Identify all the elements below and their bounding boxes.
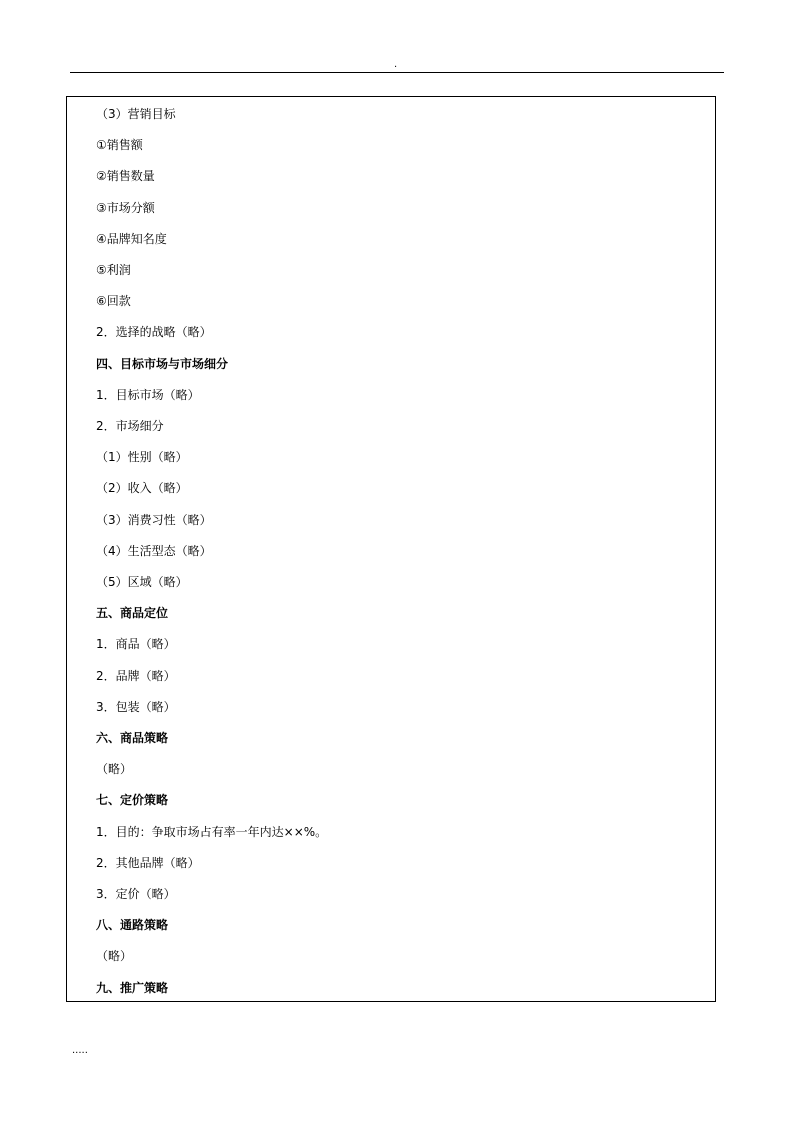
list-item: ②销售数量: [96, 169, 155, 184]
list-item: （略）: [96, 762, 133, 777]
list-item: 2．选择的战略（略）: [96, 325, 212, 340]
list-item: （3）营销目标: [96, 107, 176, 121]
list-item: （2）收入（略）: [96, 481, 188, 496]
section-heading: 五、商品定位: [96, 606, 169, 621]
footer-mark: .....: [72, 1045, 88, 1056]
list-item: ⑤利润: [96, 263, 131, 277]
list-item: ④品牌知名度: [96, 231, 167, 246]
list-item: ①销售额: [96, 138, 143, 153]
list-item: （4）生活型态（略）: [96, 543, 212, 558]
section-heading: 七、定价策略: [96, 793, 169, 808]
list-item: 2．其他品牌（略）: [96, 855, 200, 870]
content-box: [66, 96, 716, 1002]
list-item: （5）区域（略）: [96, 575, 188, 589]
list-item: 1．商品（略）: [96, 637, 176, 652]
list-item: 3．包装（略）: [96, 699, 176, 714]
list-item: 2．市场细分: [96, 419, 164, 433]
list-item: （1）性别（略）: [96, 450, 188, 465]
list-item: 3．定价（略）: [96, 887, 176, 901]
section-heading: 九、推广策略: [96, 980, 169, 995]
list-item: ③市场分额: [96, 200, 155, 215]
list-item: 1．目的：争取市场占有率一年内达××%。: [96, 824, 328, 839]
list-item: ⑥回款: [96, 294, 131, 309]
list-item: （略）: [96, 949, 133, 964]
list-item: 2．品牌（略）: [96, 668, 176, 683]
header-mark: .: [394, 59, 398, 70]
section-heading: 八、通路策略: [96, 918, 169, 933]
header-rule: [70, 72, 724, 73]
list-item: 1．目标市场（略）: [96, 387, 200, 402]
list-item: （3）消费习性（略）: [96, 512, 212, 527]
section-heading: 四、目标市场与市场细分: [96, 356, 229, 371]
section-heading: 六、商品策略: [96, 731, 169, 745]
